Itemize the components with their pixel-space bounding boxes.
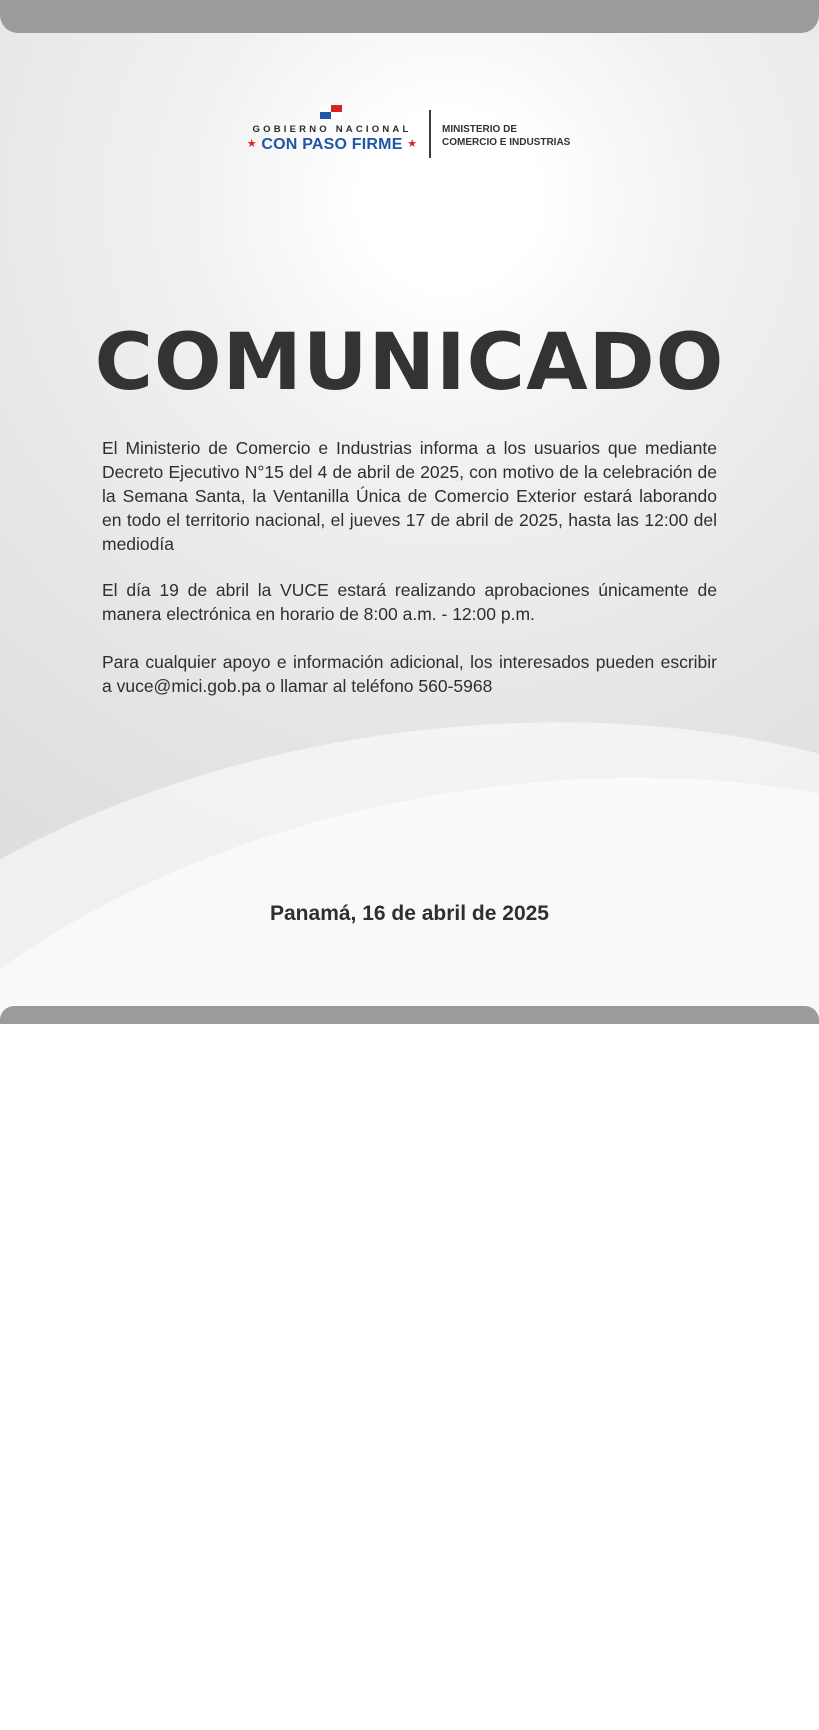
- panama-flag-icon: [320, 105, 342, 119]
- government-logo: [240, 104, 600, 164]
- slogan-text: CON PASO FIRME: [261, 136, 403, 153]
- star-icon: ★: [246, 138, 257, 150]
- paragraph-schedule: El día 19 de abril la VUCE estará realizando aprobaciones únicamente de manera electrónica en horario de 8:00 a.m. - 12:00 p.m.: [102, 580, 717, 624]
- bottom-bar: [0, 1006, 819, 1024]
- logo-divider: [429, 110, 431, 158]
- paragraph-announcement: El Ministerio de Comercio e Industrias informa a los usuarios que mediante Decreto Ejecutivo N°15 del 4 de abril de 2025, con motivo de la celebración de la Semana Santa, la Ventanilla Única de Comercio Exterior estará laborando en todo el territorio nacional, el jueves 17 de abril de 2025, hasta las 12:00 del mediodía: [102, 438, 717, 554]
- star-icon: ★: [407, 138, 418, 150]
- date-line: Panamá, 16 de abril de 2025: [270, 902, 549, 925]
- paragraph-contact: Para cualquier apoyo e información adicional, los interesados pueden escribir a vuce@mici.gob.pa o llamar al teléfono 560-5968: [102, 652, 717, 696]
- top-bar: [0, 0, 819, 33]
- page-title: COMUNICADO: [94, 318, 725, 408]
- slogan: [240, 136, 424, 154]
- ministry-name-line2: COMERCIO E INDUSTRIAS: [442, 137, 571, 148]
- gobierno-nacional-label: GOBIERNO NACIONAL: [252, 124, 412, 135]
- ministry-name-line1: MINISTERIO DE: [442, 124, 518, 135]
- ministry-name: [442, 123, 570, 149]
